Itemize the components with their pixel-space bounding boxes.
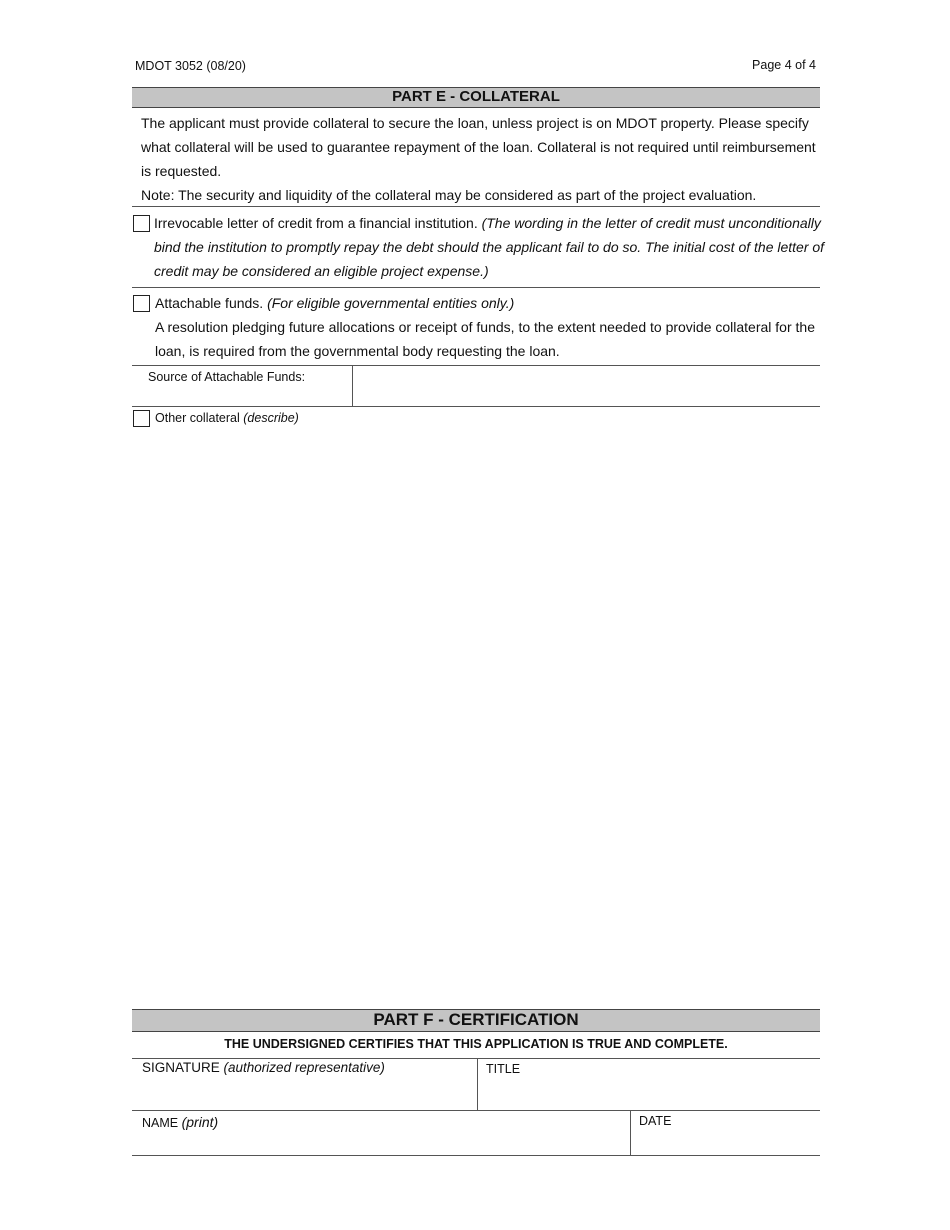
title-input[interactable] <box>486 1080 818 1108</box>
collateral-note: Note: The security and liquidity of the collateral may be considered as part of the project evaluation. <box>141 187 757 203</box>
name-label: NAME <box>142 1116 179 1130</box>
attachable-funds-checkbox[interactable] <box>133 295 150 312</box>
letter-of-credit-option <box>154 211 828 283</box>
part-e-title: PART E - COLLATERAL <box>132 87 820 108</box>
field-divider <box>352 365 353 407</box>
other-collateral-checkbox[interactable] <box>133 410 150 427</box>
source-of-funds-label: Source of Attachable Funds: <box>148 370 306 384</box>
field-divider <box>630 1110 631 1156</box>
attachable-funds-detail: (For eligible governmental entities only.) <box>267 295 515 311</box>
collateral-intro <box>141 111 821 183</box>
other-collateral-label: Other collateral <box>155 411 240 425</box>
part-f-title: PART F - CERTIFICATION <box>132 1009 820 1032</box>
signature-input[interactable] <box>142 1080 474 1108</box>
divider <box>132 287 820 288</box>
certification-statement: THE UNDERSIGNED CERTIFIES THAT THIS APPLICATION IS TRUE AND COMPLETE. <box>224 1037 728 1051</box>
field-divider <box>477 1058 478 1111</box>
signature-field-label <box>142 1060 385 1075</box>
name-field-label <box>142 1114 218 1130</box>
divider <box>132 1155 820 1156</box>
date-label: DATE <box>639 1114 672 1128</box>
attachable-funds-label: Attachable funds. <box>155 295 264 311</box>
title-label: TITLE <box>486 1062 521 1076</box>
other-collateral-detail: (describe) <box>243 411 299 425</box>
page-number: Page 4 of 4 <box>752 58 816 72</box>
date-input[interactable] <box>639 1132 819 1156</box>
letter-of-credit-label: Irrevocable letter of credit from a financial institution. <box>154 215 478 231</box>
letter-of-credit-detail: (The wording in the letter of credit must unconditionally bind the institution to promptly repay the debt should the applicant fail to do so. The initial cost of the letter of credit may be considered an eligible project expense.) <box>154 215 825 279</box>
divider <box>132 365 820 366</box>
divider <box>132 406 820 407</box>
signature-label: SIGNATURE <box>142 1060 220 1075</box>
form-id: MDOT 3052 (08/20) <box>135 59 246 73</box>
other-collateral-option <box>155 411 299 425</box>
divider <box>132 206 820 207</box>
attachable-funds-description: A resolution pledging future allocations or receipt of funds, to the extent needed to provide collateral for the loan, is required from the governmental body requesting the loan. <box>155 319 815 359</box>
attachable-funds-option <box>155 291 825 315</box>
divider <box>132 1058 820 1059</box>
name-input[interactable] <box>142 1132 626 1156</box>
other-collateral-description-input[interactable] <box>155 430 824 994</box>
source-of-funds-input[interactable] <box>358 370 818 402</box>
collateral-intro-text: The applicant must provide collateral to secure the loan, unless project is on MDOT property. Please specify what collateral will be used to guarantee repayment of the loan. Collateral is not required until reimbursement is requested. <box>141 115 816 179</box>
letter-of-credit-checkbox[interactable] <box>133 215 150 232</box>
name-detail: (print) <box>181 1114 219 1130</box>
divider <box>132 1110 820 1111</box>
signature-detail: (authorized representative) <box>223 1060 385 1075</box>
